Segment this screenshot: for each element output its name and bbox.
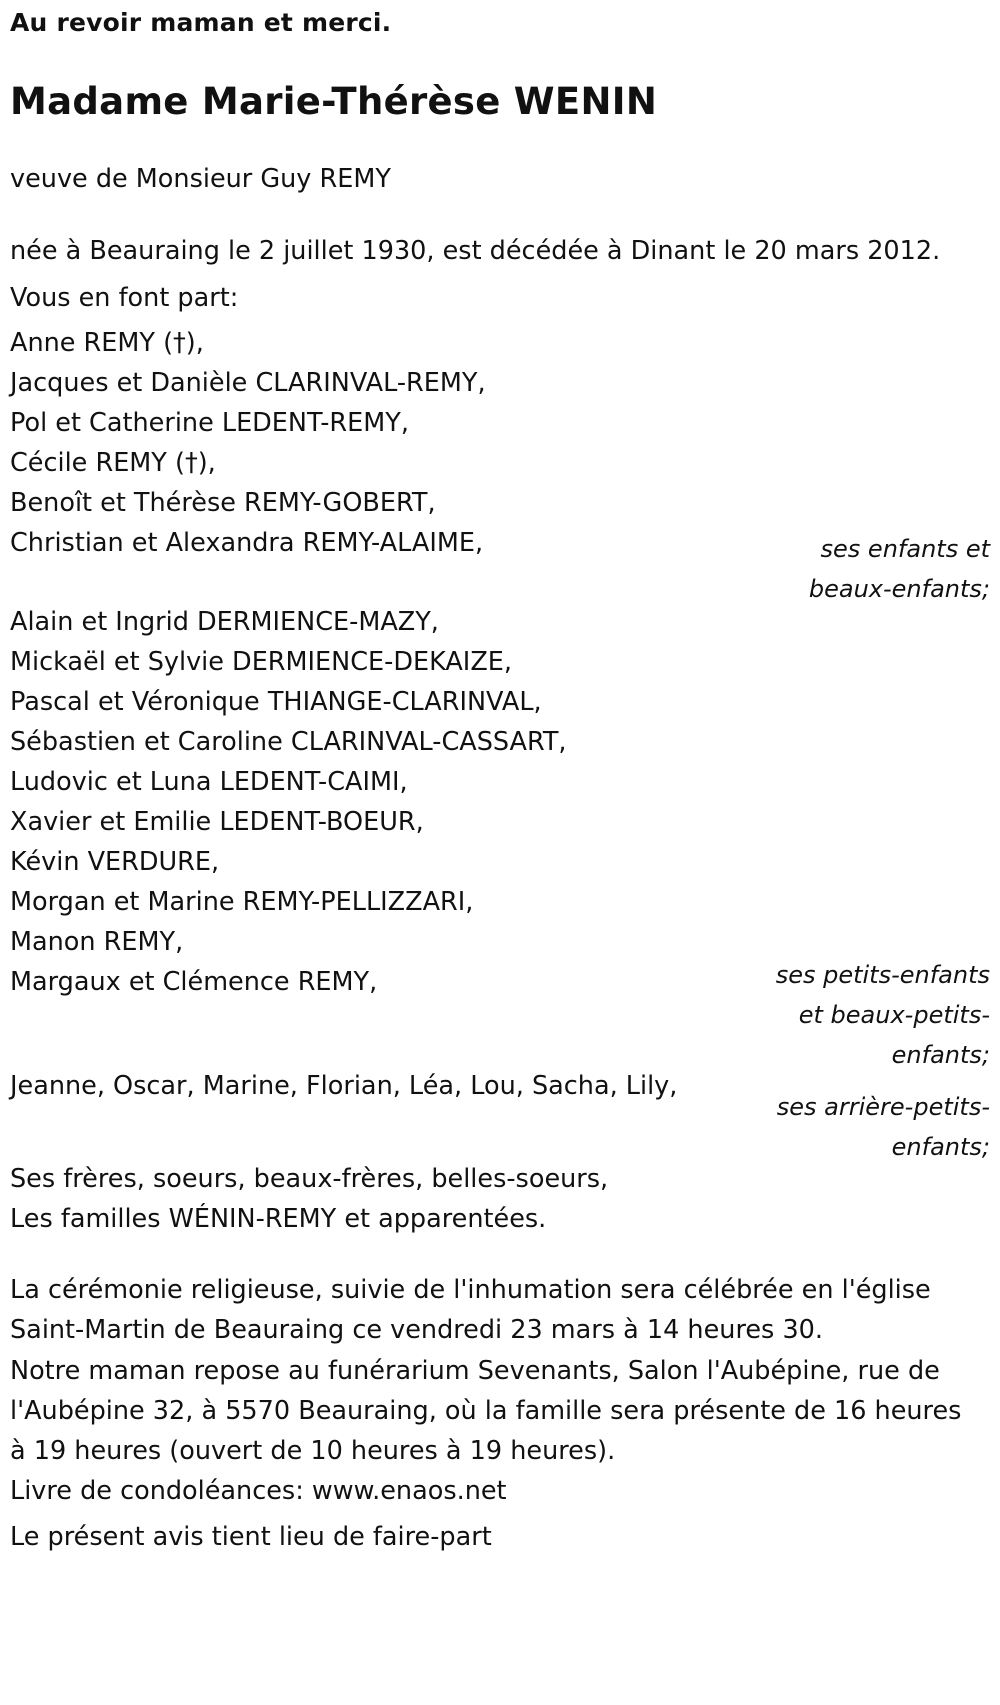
list-item: Jacques et Danièle CLARINVAL-REMY, — [10, 368, 486, 398]
list-item: Les familles WÉNIN-REMY et apparentées. — [10, 1204, 547, 1234]
list-item: Cécile REMY (†), — [10, 448, 216, 478]
role-line: beaux-enfants; — [808, 575, 990, 603]
paragraph-line: à 19 heures (ouvert de 10 heures à 19 heures). — [10, 1436, 616, 1466]
list-item: Xavier et Emilie LEDENT-BOEUR, — [10, 807, 424, 837]
role-line: et beaux-petits- — [798, 1001, 990, 1029]
children-role — [809, 529, 990, 609]
list-item: Mickaël et Sylvie DERMIENCE-DEKAIZE, — [10, 647, 513, 677]
role-line: enfants; — [891, 1133, 990, 1161]
paragraph-line: Notre maman repose au funérarium Sevenants, Salon l'Aubépine, rue de — [10, 1356, 940, 1386]
farewell-line: Au revoir maman et merci. — [10, 8, 392, 37]
paragraph-line: l'Aubépine 32, à 5570 Beauraing, où la famille sera présente de 16 heures — [10, 1396, 962, 1426]
role-line: ses petits-enfants — [775, 961, 990, 989]
others-list — [10, 1159, 608, 1239]
grandchildren-role — [776, 955, 990, 1075]
notice-line: Le présent avis tient lieu de faire-part — [10, 1522, 492, 1552]
birth-death-line: née à Beauraing le 2 juillet 1930, est décédée à Dinant le 20 mars 2012. — [10, 236, 941, 266]
list-item: Alain et Ingrid DERMIENCE-MAZY, — [10, 607, 439, 637]
list-item: Margaux et Clémence REMY, — [10, 967, 378, 997]
ceremony-paragraph — [10, 1270, 931, 1350]
list-item: Ses frères, soeurs, beaux-frères, belles-soeurs, — [10, 1164, 609, 1194]
list-item: Benoît et Thérèse REMY-GOBERT, — [10, 488, 436, 518]
role-line: ses arrière-petits- — [776, 1093, 990, 1121]
widow-of-line: veuve de Monsieur Guy REMY — [10, 164, 391, 194]
list-item: Ludovic et Luna LEDENT-CAIMI, — [10, 767, 408, 797]
announce-line: Vous en font part: — [10, 283, 239, 313]
role-line: ses enfants et — [820, 535, 990, 563]
children-list — [10, 323, 486, 563]
deceased-name: Madame Marie-Thérèse WENIN — [10, 80, 658, 123]
great-grandchildren-role — [777, 1087, 990, 1167]
list-item: Pascal et Véronique THIANGE-CLARINVAL, — [10, 687, 542, 717]
funerarium-paragraph — [10, 1351, 961, 1471]
grandchildren-list — [10, 602, 567, 1002]
list-item: Manon REMY, — [10, 927, 184, 957]
list-item: Morgan et Marine REMY-PELLIZZARI, — [10, 887, 474, 917]
role-line: enfants; — [891, 1041, 990, 1069]
list-item: Pol et Catherine LEDENT-REMY, — [10, 408, 409, 438]
paragraph-line: La cérémonie religieuse, suivie de l'inhumation sera célébrée en l'église — [10, 1275, 931, 1305]
list-item: Kévin VERDURE, — [10, 847, 220, 877]
list-item: Christian et Alexandra REMY-ALAIME, — [10, 528, 484, 558]
paragraph-line: Saint-Martin de Beauraing ce vendredi 23 mars à 14 heures 30. — [10, 1315, 823, 1345]
great-grandchildren-line: Jeanne, Oscar, Marine, Florian, Léa, Lou, Sacha, Lily, — [10, 1071, 678, 1101]
list-item: Anne REMY (†), — [10, 328, 204, 358]
condolences-line: Livre de condoléances: www.enaos.net — [10, 1476, 507, 1506]
list-item: Sébastien et Caroline CLARINVAL-CASSART, — [10, 727, 567, 757]
